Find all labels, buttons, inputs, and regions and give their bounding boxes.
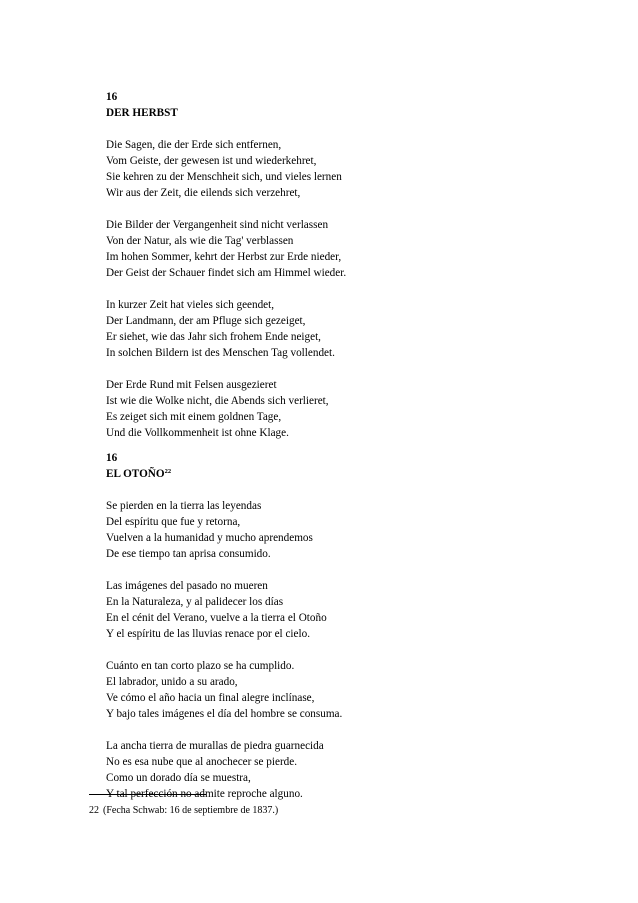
verse-line: No es esa nube que al anochecer se pierde. xyxy=(106,756,298,768)
verse-line: Vuelven a la humanidad y mucho aprendemos xyxy=(106,532,313,544)
verse-line: Von der Natur, als wie die Tag' verblassen xyxy=(106,235,294,247)
footnote-number: 22 xyxy=(89,805,99,816)
stanza xyxy=(106,217,346,281)
stanza xyxy=(106,377,346,441)
verse-line: Die Sagen, die der Erde sich entfernen, xyxy=(106,139,282,151)
verse-line: Ist wie die Wolke nicht, die Abends sich verlieret, xyxy=(106,395,329,407)
poem-title xyxy=(106,105,346,121)
stanza xyxy=(106,137,346,201)
stanza xyxy=(106,578,342,642)
verse-line: Die Bilder der Vergangenheit sind nicht verlassen xyxy=(106,219,329,231)
verse-line: Es zeiget sich mit einem goldnen Tage, xyxy=(106,411,282,423)
verse-line: Und die Vollkommenheit ist ohne Klage. xyxy=(106,427,289,439)
verse-line: Del espíritu que fue y retorna, xyxy=(106,516,241,528)
stanza xyxy=(106,738,342,802)
verse-line: In solchen Bildern ist des Menschen Tag vollendet. xyxy=(106,347,335,359)
verse-line: En la Naturaleza, y al palidecer los días xyxy=(106,596,284,608)
footnote-reference: 22 xyxy=(164,468,172,475)
poem-number: 16 xyxy=(106,452,118,464)
footnote-divider xyxy=(89,794,206,795)
footnote-text: (Fecha Schwab: 16 de septiembre de 1837.) xyxy=(103,805,279,816)
verse-line: La ancha tierra de murallas de piedra guarnecida xyxy=(106,740,324,752)
verse-line: Sie kehren zu der Menschheit sich, und vieles lernen xyxy=(106,171,342,183)
verse-line: Las imágenes del pasado no mueren xyxy=(106,580,268,592)
poem-heading xyxy=(106,450,342,482)
poem-title-text: DER HERBST xyxy=(106,107,178,119)
verse-line: Y tal perfección no admite reproche alguno. xyxy=(106,788,303,800)
verse-line: Er siehet, wie das Jahr sich frohem Ende neiget, xyxy=(106,331,321,343)
verse-line: Ve cómo el año hacia un final alegre inclínase, xyxy=(106,692,315,704)
verse-line: En el cénit del Verano, vuelve a la tierra el Otoño xyxy=(106,612,327,624)
poem-title xyxy=(106,466,342,482)
poem-german xyxy=(106,89,346,441)
verse-line: Der Erde Rund mit Felsen ausgezieret xyxy=(106,379,277,391)
verse-line: El labrador, unido a su arado, xyxy=(106,676,238,688)
verse-line: Wir aus der Zeit, die eilends sich verzehret, xyxy=(106,187,301,199)
poem-number: 16 xyxy=(106,91,118,103)
verse-line: Cuánto en tan corto plazo se ha cumplido. xyxy=(106,660,295,672)
verse-line: De ese tiempo tan aprisa consumido. xyxy=(106,548,271,560)
verse-line: Se pierden en la tierra las leyendas xyxy=(106,500,262,512)
verse-line: Como un dorado día se muestra, xyxy=(106,772,251,784)
stanza xyxy=(106,498,342,562)
poem-heading xyxy=(106,89,346,121)
verse-line: Y bajo tales imágenes el día del hombre se consuma. xyxy=(106,708,343,720)
verse-line: Vom Geiste, der gewesen ist und wiederkehret, xyxy=(106,155,317,167)
footnote xyxy=(89,804,278,818)
stanza xyxy=(106,297,346,361)
verse-line: Y el espíritu de las lluvias renace por el cielo. xyxy=(106,628,310,640)
poem-spanish xyxy=(106,450,342,802)
stanza xyxy=(106,658,342,722)
verse-line: In kurzer Zeit hat vieles sich geendet, xyxy=(106,299,275,311)
verse-line: Der Geist der Schauer findet sich am Himmel wieder. xyxy=(106,267,347,279)
verse-line: Der Landmann, der am Pfluge sich gezeiget, xyxy=(106,315,306,327)
verse-line: Im hohen Sommer, kehrt der Herbst zur Erde nieder, xyxy=(106,251,342,263)
poem-title-text: EL OTOÑO xyxy=(106,468,165,480)
